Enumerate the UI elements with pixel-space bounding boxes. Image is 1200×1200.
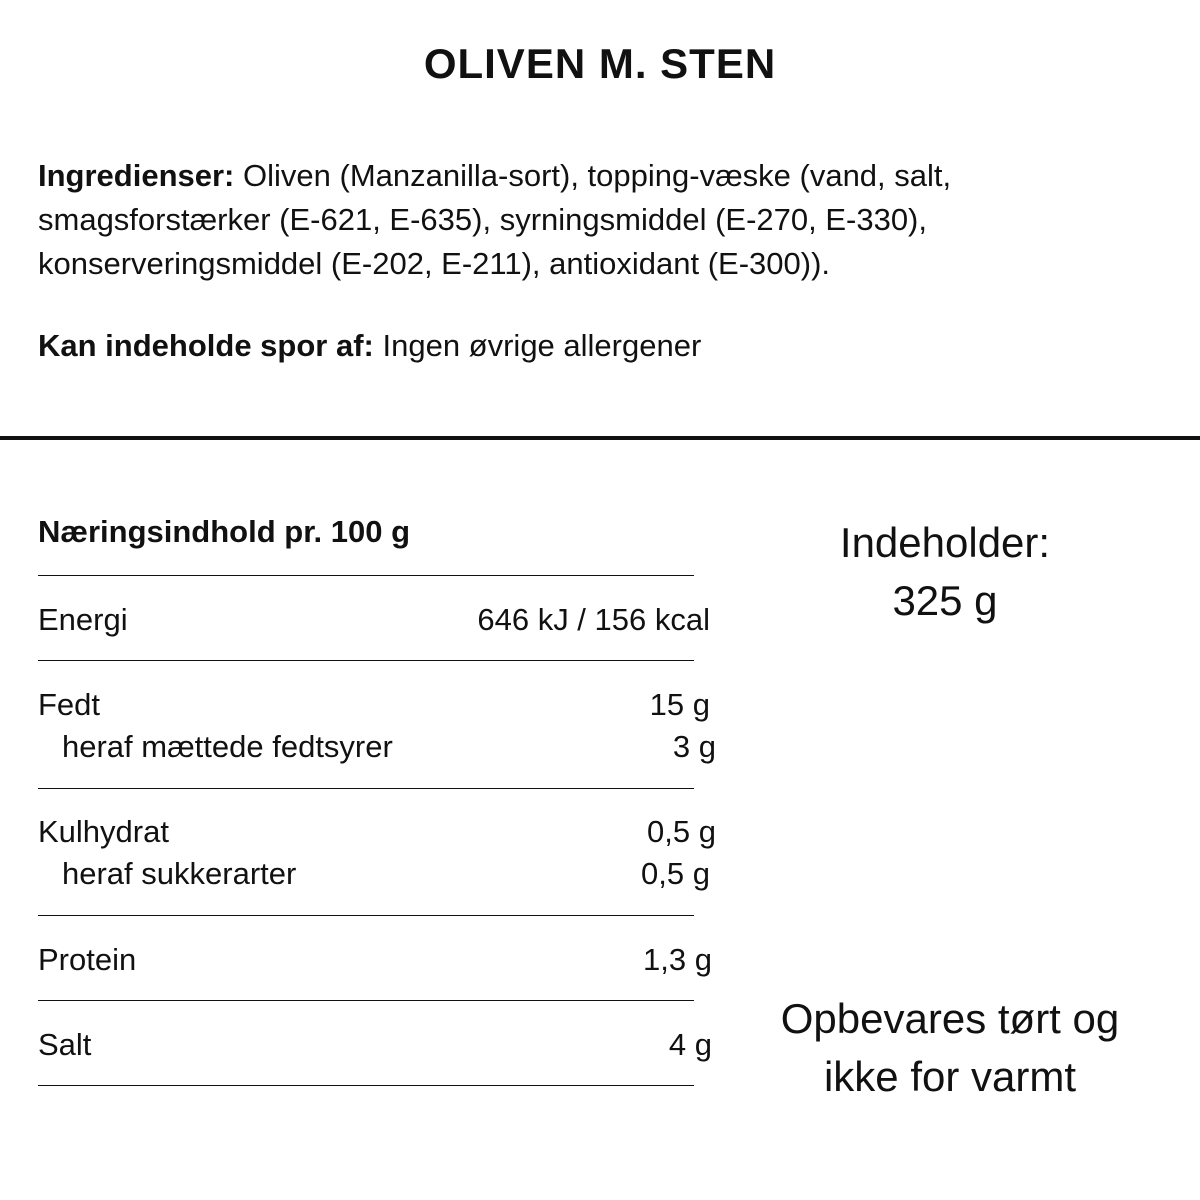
protein-label: Protein: [38, 942, 137, 977]
net-contents: [780, 514, 1110, 630]
product-title: OLIVEN M. STEN: [423, 40, 777, 87]
salt-label: Salt: [38, 1027, 92, 1062]
storage-line-1: Opbevares tørt og: [780, 995, 1120, 1042]
ingredients-text: Oliven (Manzanilla-sort), topping-væske (vand, salt, smagsforstærker (E-621, E-635), syrningsmiddel (E-270, E-330), konserveringsmiddel (E-202, E-211), antioxidant (E-300)).: [38, 158, 952, 281]
allergens-label: Kan indeholde spor af:: [38, 328, 374, 363]
nutrition-rule: [38, 788, 694, 789]
nutrition-rule: [38, 1000, 694, 1001]
nutrition-row-salt: [38, 1024, 718, 1066]
nutrition-row-protein: [38, 939, 718, 981]
storage-line-2: ikke for varmt: [823, 1053, 1077, 1100]
ingredients-section: [38, 154, 1148, 286]
sugars-value: 0,5 g: [641, 856, 710, 891]
fat-value: 15 g: [649, 687, 710, 722]
nutrition-row-energy: [38, 599, 718, 641]
nutrition-row-carbs: [38, 811, 718, 895]
section-divider: [0, 436, 1200, 440]
net-contents-label: Indeholder:: [839, 519, 1051, 566]
energy-value: 646 kJ / 156 kcal: [477, 602, 710, 637]
saturated-value: 3 g: [672, 729, 716, 764]
nutrition-rule: [38, 915, 694, 916]
net-contents-value: 325 g: [892, 577, 998, 624]
carbs-label: Kulhydrat: [38, 814, 169, 849]
saturated-label: heraf mættede fedtsyrer: [62, 729, 393, 764]
fat-label: Fedt: [38, 687, 101, 722]
nutrition-rule: [38, 1085, 694, 1086]
carbs-value: 0,5 g: [647, 814, 716, 849]
allergens-section: [38, 324, 1148, 368]
salt-value: 4 g: [668, 1027, 712, 1062]
storage-instructions: [740, 990, 1160, 1106]
nutrition-row-fat: [38, 684, 718, 768]
ingredients-label: Ingredienser:: [38, 158, 235, 193]
protein-value: 1,3 g: [643, 942, 712, 977]
allergens-text: Ingen øvrige allergener: [382, 328, 702, 363]
nutrition-header: Næringsindhold pr. 100 g: [38, 514, 411, 549]
sugars-label: heraf sukkerarter: [62, 856, 297, 891]
nutrition-rule: [38, 575, 694, 576]
nutrition-rule: [38, 660, 694, 661]
energy-label: Energi: [38, 602, 128, 637]
